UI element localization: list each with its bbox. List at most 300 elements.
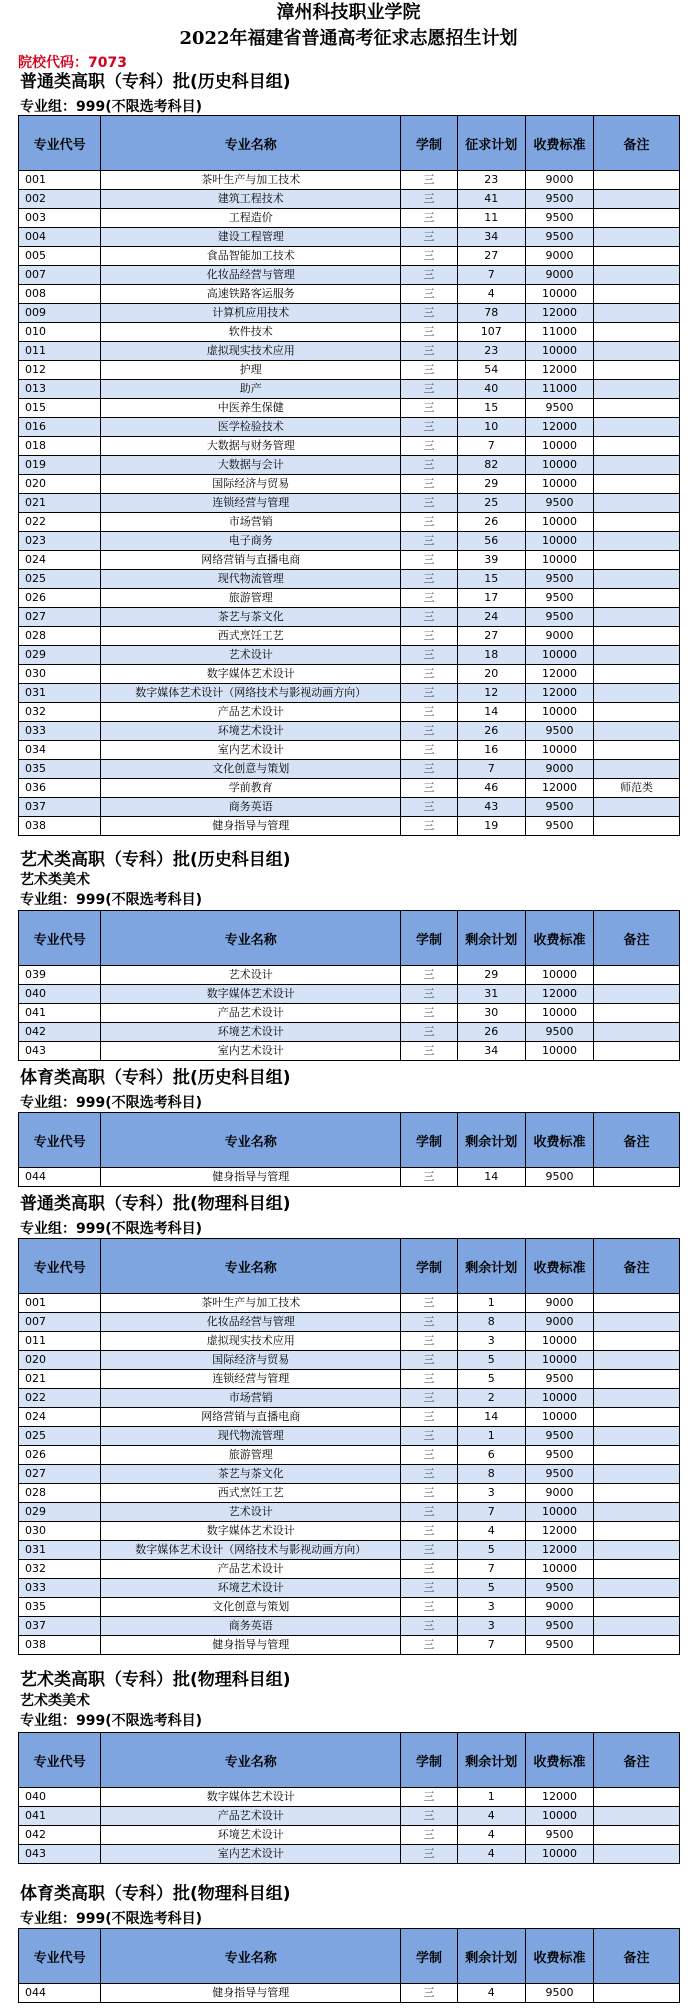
table-cell: 9000 [525, 1313, 593, 1332]
table-cell: 007 [19, 266, 101, 285]
table-cell: 三 [401, 1826, 457, 1845]
table-row [19, 1408, 680, 1427]
table-cell [594, 418, 680, 437]
table-cell: 039 [19, 966, 101, 985]
table-header-row [19, 1113, 680, 1168]
table-cell: 三 [401, 285, 457, 304]
column-header: 收费标准 [525, 1733, 593, 1788]
table-cell: 三 [401, 1598, 457, 1617]
table-cell: 041 [19, 1004, 101, 1023]
table-cell: 029 [19, 646, 101, 665]
table-cell: 12000 [525, 684, 593, 703]
table-row [19, 361, 680, 380]
column-header: 专业代号 [19, 911, 101, 966]
table-cell: 文化创意与策划 [101, 1598, 401, 1617]
table-cell: 022 [19, 513, 101, 532]
table-cell: 中医养生保健 [101, 399, 401, 418]
major-group-label: 专业组：999(不限选考科目) [20, 1221, 203, 1237]
table-cell: 现代物流管理 [101, 1427, 401, 1446]
table-cell: 10000 [525, 966, 593, 985]
table-cell [594, 323, 680, 342]
table-cell: 10000 [525, 1845, 593, 1864]
table-cell: 9000 [525, 627, 593, 646]
table-cell [594, 1503, 680, 1522]
table-cell: 78 [457, 304, 525, 323]
table-cell: 035 [19, 1598, 101, 1617]
table-cell: 大数据与财务管理 [101, 437, 401, 456]
table-row [19, 1294, 680, 1313]
table-cell [594, 1351, 680, 1370]
table-cell: 10 [457, 418, 525, 437]
table-cell: 26 [457, 1023, 525, 1042]
table-cell: 037 [19, 798, 101, 817]
major-group-label: 专业组：999(不限选考科目) [20, 1911, 203, 1927]
table-cell: 健身指导与管理 [101, 1636, 401, 1655]
column-header: 剩余计划 [457, 1239, 525, 1294]
table-cell: 9500 [525, 1427, 593, 1446]
table-cell: 茶叶生产与加工技术 [101, 1294, 401, 1313]
table-cell: 5 [457, 1579, 525, 1598]
table-row [19, 1168, 680, 1187]
table-cell: 9500 [525, 817, 593, 836]
column-header: 剩余计划 [457, 1733, 525, 1788]
section-title: 艺术类高职（专科）批(历史科目组) [20, 850, 291, 870]
table-cell: 19 [457, 817, 525, 836]
table-row [19, 342, 680, 361]
column-header: 专业名称 [101, 116, 401, 171]
table-cell: 室内艺术设计 [101, 1042, 401, 1061]
table-cell: 041 [19, 1807, 101, 1826]
table-header-row [19, 1733, 680, 1788]
major-group-label: 专业组：999(不限选考科目) [20, 1713, 203, 1729]
column-header: 收费标准 [525, 1113, 593, 1168]
table-cell: 三 [401, 1522, 457, 1541]
table-cell: 27 [457, 247, 525, 266]
table-cell: 三 [401, 966, 457, 985]
table-cell: 39 [457, 551, 525, 570]
table-cell: 12000 [525, 1788, 593, 1807]
table-row [19, 323, 680, 342]
table-cell: 三 [401, 741, 457, 760]
enrollment-table [18, 115, 680, 836]
table-cell [594, 1408, 680, 1427]
table-cell [594, 1579, 680, 1598]
column-header: 收费标准 [525, 1929, 593, 1984]
table-cell: 三 [401, 1636, 457, 1655]
table-cell: 10000 [525, 456, 593, 475]
major-group-label: 专业组：999(不限选考科目) [20, 99, 203, 115]
table-cell: 商务英语 [101, 1617, 401, 1636]
table-cell: 市场营销 [101, 513, 401, 532]
table-cell [594, 1004, 680, 1023]
table-cell: 023 [19, 532, 101, 551]
table-row [19, 1845, 680, 1864]
section-title: 艺术类高职（专科）批(物理科目组) [20, 1670, 291, 1690]
table-cell: 12000 [525, 985, 593, 1004]
table-row [19, 475, 680, 494]
table-cell: 4 [457, 285, 525, 304]
table-cell: 环境艺术设计 [101, 722, 401, 741]
table-cell: 107 [457, 323, 525, 342]
table-cell: 三 [401, 1351, 457, 1370]
table-cell [594, 1042, 680, 1061]
table-cell: 三 [401, 1465, 457, 1484]
table-cell: 4 [457, 1807, 525, 1826]
table-cell: 025 [19, 570, 101, 589]
table-row [19, 1617, 680, 1636]
table-row [19, 513, 680, 532]
table-row [19, 817, 680, 836]
table-row [19, 1579, 680, 1598]
table-cell: 3 [457, 1484, 525, 1503]
enrollment-table [18, 1732, 680, 1864]
column-header: 专业代号 [19, 1113, 101, 1168]
table-cell: 网络营销与直播电商 [101, 1408, 401, 1427]
table-row [19, 399, 680, 418]
table-cell: 9500 [525, 589, 593, 608]
table-cell: 8 [457, 1465, 525, 1484]
table-cell: 三 [401, 665, 457, 684]
table-row [19, 1484, 680, 1503]
table-cell [594, 361, 680, 380]
table-cell: 虚拟现实技术应用 [101, 342, 401, 361]
table-cell [594, 1370, 680, 1389]
table-cell: 9500 [525, 1465, 593, 1484]
table-cell: 数字媒体艺术设计 [101, 665, 401, 684]
table-cell: 6 [457, 1446, 525, 1465]
table-cell: 25 [457, 494, 525, 513]
column-header: 学制 [401, 911, 457, 966]
table-cell: 三 [401, 589, 457, 608]
table-cell: 032 [19, 703, 101, 722]
table-cell: 026 [19, 589, 101, 608]
table-row [19, 1541, 680, 1560]
table-cell: 三 [401, 247, 457, 266]
column-header: 专业名称 [101, 1239, 401, 1294]
table-cell [594, 1636, 680, 1655]
table-cell [594, 1617, 680, 1636]
table-cell: 044 [19, 1984, 101, 2003]
table-cell: 030 [19, 665, 101, 684]
table-row [19, 665, 680, 684]
table-cell: 032 [19, 1560, 101, 1579]
section-title: 普通类高职（专科）批(历史科目组) [20, 72, 291, 92]
table-cell: 044 [19, 1168, 101, 1187]
table-header-row [19, 1239, 680, 1294]
table-cell: 三 [401, 494, 457, 513]
section-category: 艺术类美术 [20, 872, 90, 888]
table-cell [594, 1522, 680, 1541]
table-cell: 20 [457, 665, 525, 684]
table-cell: 011 [19, 1332, 101, 1351]
table-cell: 环境艺术设计 [101, 1826, 401, 1845]
table-cell: 现代物流管理 [101, 570, 401, 589]
school-name: 漳州科技职业学院 [276, 2, 421, 23]
table-cell: 031 [19, 1541, 101, 1560]
table-cell [594, 966, 680, 985]
table-cell [594, 532, 680, 551]
table-cell [594, 380, 680, 399]
table-cell: 042 [19, 1826, 101, 1845]
table-cell: 14 [457, 1408, 525, 1427]
table-cell [594, 1023, 680, 1042]
table-row [19, 1332, 680, 1351]
table-cell: 三 [401, 1579, 457, 1598]
table-cell: 9000 [525, 247, 593, 266]
table-cell: 15 [457, 570, 525, 589]
column-header: 备注 [594, 1733, 680, 1788]
table-cell: 三 [401, 304, 457, 323]
table-cell: 三 [401, 418, 457, 437]
table-cell: 29 [457, 475, 525, 494]
table-cell [594, 190, 680, 209]
table-cell: 27 [457, 627, 525, 646]
table-cell: 4 [457, 1826, 525, 1845]
table-cell: 028 [19, 627, 101, 646]
table-cell: 022 [19, 1389, 101, 1408]
table-cell: 室内艺术设计 [101, 741, 401, 760]
table-cell: 41 [457, 190, 525, 209]
table-cell: 025 [19, 1427, 101, 1446]
table-cell: 市场营销 [101, 1389, 401, 1408]
table-cell: 12000 [525, 361, 593, 380]
table-cell: 001 [19, 1294, 101, 1313]
table-row [19, 627, 680, 646]
table-cell: 024 [19, 551, 101, 570]
table-cell: 9500 [525, 190, 593, 209]
table-cell: 1 [457, 1788, 525, 1807]
table-cell: 007 [19, 1313, 101, 1332]
table-row [19, 646, 680, 665]
table-cell: 14 [457, 1168, 525, 1187]
table-cell: 1 [457, 1427, 525, 1446]
table-cell: 高速铁路客运服务 [101, 285, 401, 304]
table-cell: 4 [457, 1522, 525, 1541]
table-cell: 国际经济与贸易 [101, 475, 401, 494]
column-header: 学制 [401, 1929, 457, 1984]
table-cell: 三 [401, 1370, 457, 1389]
table-cell: 建筑工程技术 [101, 190, 401, 209]
table-cell: 019 [19, 456, 101, 475]
major-group-label: 专业组：999(不限选考科目) [20, 1095, 203, 1111]
table-cell [594, 646, 680, 665]
table-cell [594, 247, 680, 266]
table-cell: 医学检验技术 [101, 418, 401, 437]
table-cell [594, 1484, 680, 1503]
table-cell: 健身指导与管理 [101, 1984, 401, 2003]
table-row [19, 285, 680, 304]
table-cell: 10000 [525, 1004, 593, 1023]
column-header: 专业代号 [19, 1733, 101, 1788]
table-cell: 三 [401, 1332, 457, 1351]
table-cell: 计算机应用技术 [101, 304, 401, 323]
table-cell: 56 [457, 532, 525, 551]
table-cell: 021 [19, 1370, 101, 1389]
column-header: 备注 [594, 116, 680, 171]
table-cell: 三 [401, 475, 457, 494]
section-title: 体育类高职（专科）批(物理科目组) [20, 1884, 291, 1904]
table-cell: 038 [19, 817, 101, 836]
table-row [19, 608, 680, 627]
table-cell [594, 589, 680, 608]
table-cell: 7 [457, 1560, 525, 1579]
table-cell: 三 [401, 570, 457, 589]
table-cell [594, 684, 680, 703]
table-cell [594, 665, 680, 684]
table-cell: 018 [19, 437, 101, 456]
table-cell: 10000 [525, 475, 593, 494]
table-cell: 三 [401, 1541, 457, 1560]
table-cell: 9500 [525, 1984, 593, 2003]
plan-title: 2022年福建省普通高考征求志愿招生计划 [179, 28, 518, 49]
table-cell: 西式烹饪工艺 [101, 627, 401, 646]
table-cell: 013 [19, 380, 101, 399]
table-cell: 015 [19, 399, 101, 418]
table-cell [594, 703, 680, 722]
table-cell [594, 1313, 680, 1332]
table-cell: 三 [401, 608, 457, 627]
column-header: 学制 [401, 1113, 457, 1168]
table-row [19, 1313, 680, 1332]
table-cell: 10000 [525, 513, 593, 532]
table-cell: 西式烹饪工艺 [101, 1484, 401, 1503]
table-cell: 15 [457, 399, 525, 418]
table-cell [594, 608, 680, 627]
table-cell: 三 [401, 1984, 457, 2003]
column-header: 备注 [594, 1929, 680, 1984]
table-cell: 001 [19, 171, 101, 190]
table-cell: 10000 [525, 532, 593, 551]
table-cell: 10000 [525, 551, 593, 570]
table-cell: 虚拟现实技术应用 [101, 1332, 401, 1351]
table-cell: 三 [401, 1389, 457, 1408]
table-cell [594, 798, 680, 817]
table-row [19, 1984, 680, 2003]
table-cell: 043 [19, 1845, 101, 1864]
table-cell: 产品艺术设计 [101, 1807, 401, 1826]
table-cell: 软件技术 [101, 323, 401, 342]
table-row [19, 304, 680, 323]
table-cell: 三 [401, 646, 457, 665]
table-cell: 004 [19, 228, 101, 247]
table-cell: 10000 [525, 1560, 593, 1579]
column-header: 专业名称 [101, 911, 401, 966]
table-cell: 016 [19, 418, 101, 437]
table-cell: 43 [457, 798, 525, 817]
table-row [19, 570, 680, 589]
table-cell [594, 1845, 680, 1864]
table-cell: 012 [19, 361, 101, 380]
table-cell: 师范类 [594, 779, 680, 798]
table-cell: 34 [457, 228, 525, 247]
column-header: 备注 [594, 911, 680, 966]
column-header: 专业代号 [19, 116, 101, 171]
table-cell: 9000 [525, 760, 593, 779]
table-cell: 020 [19, 475, 101, 494]
table-cell: 31 [457, 985, 525, 1004]
table-cell: 电子商务 [101, 532, 401, 551]
table-cell: 三 [401, 513, 457, 532]
table-row [19, 1826, 680, 1845]
table-cell: 040 [19, 1788, 101, 1807]
table-cell [594, 722, 680, 741]
table-cell: 033 [19, 722, 101, 741]
table-cell: 三 [401, 266, 457, 285]
table-cell: 12000 [525, 779, 593, 798]
table-row [19, 1465, 680, 1484]
table-cell: 26 [457, 513, 525, 532]
table-cell: 003 [19, 209, 101, 228]
enrollment-table [18, 1928, 680, 2003]
table-cell: 11 [457, 209, 525, 228]
table-cell: 035 [19, 760, 101, 779]
table-cell: 7 [457, 266, 525, 285]
table-cell: 12 [457, 684, 525, 703]
column-header: 剩余计划 [457, 911, 525, 966]
table-cell: 11000 [525, 380, 593, 399]
table-cell: 2 [457, 1389, 525, 1408]
table-cell: 12000 [525, 304, 593, 323]
table-row [19, 418, 680, 437]
table-cell [594, 1598, 680, 1617]
table-cell: 国际经济与贸易 [101, 1351, 401, 1370]
table-header-row [19, 116, 680, 171]
table-cell: 三 [401, 1408, 457, 1427]
column-header: 备注 [594, 1113, 680, 1168]
table-row [19, 1560, 680, 1579]
column-header: 学制 [401, 1733, 457, 1788]
table-cell: 10000 [525, 1503, 593, 1522]
table-cell: 026 [19, 1446, 101, 1465]
table-cell [594, 475, 680, 494]
table-cell: 三 [401, 1168, 457, 1187]
table-cell: 7 [457, 1636, 525, 1655]
table-cell: 数字媒体艺术设计 [101, 1522, 401, 1541]
table-row [19, 722, 680, 741]
table-header-row [19, 1929, 680, 1984]
table-cell: 027 [19, 1465, 101, 1484]
table-cell: 连锁经营与管理 [101, 494, 401, 513]
table-cell: 9500 [525, 1370, 593, 1389]
table-cell [594, 1541, 680, 1560]
table-cell: 027 [19, 608, 101, 627]
table-cell [594, 570, 680, 589]
table-cell: 网络营销与直播电商 [101, 551, 401, 570]
table-cell [594, 437, 680, 456]
table-cell: 三 [401, 1313, 457, 1332]
table-cell [594, 285, 680, 304]
table-cell: 数字媒体艺术设计（网络技术与影视动画方向） [101, 684, 401, 703]
table-cell: 7 [457, 437, 525, 456]
table-cell: 9000 [525, 171, 593, 190]
table-row [19, 380, 680, 399]
table-cell: 029 [19, 1503, 101, 1522]
table-row [19, 703, 680, 722]
section-title: 普通类高职（专科）批(物理科目组) [20, 1194, 291, 1214]
column-header: 剩余计划 [457, 1113, 525, 1168]
table-cell: 020 [19, 1351, 101, 1370]
table-cell: 14 [457, 703, 525, 722]
table-row [19, 684, 680, 703]
table-cell: 12000 [525, 418, 593, 437]
table-cell: 文化创意与策划 [101, 760, 401, 779]
table-row [19, 1389, 680, 1408]
table-cell: 037 [19, 1617, 101, 1636]
table-cell [594, 760, 680, 779]
table-row [19, 247, 680, 266]
table-cell: 7 [457, 1503, 525, 1522]
table-cell: 三 [401, 1503, 457, 1522]
